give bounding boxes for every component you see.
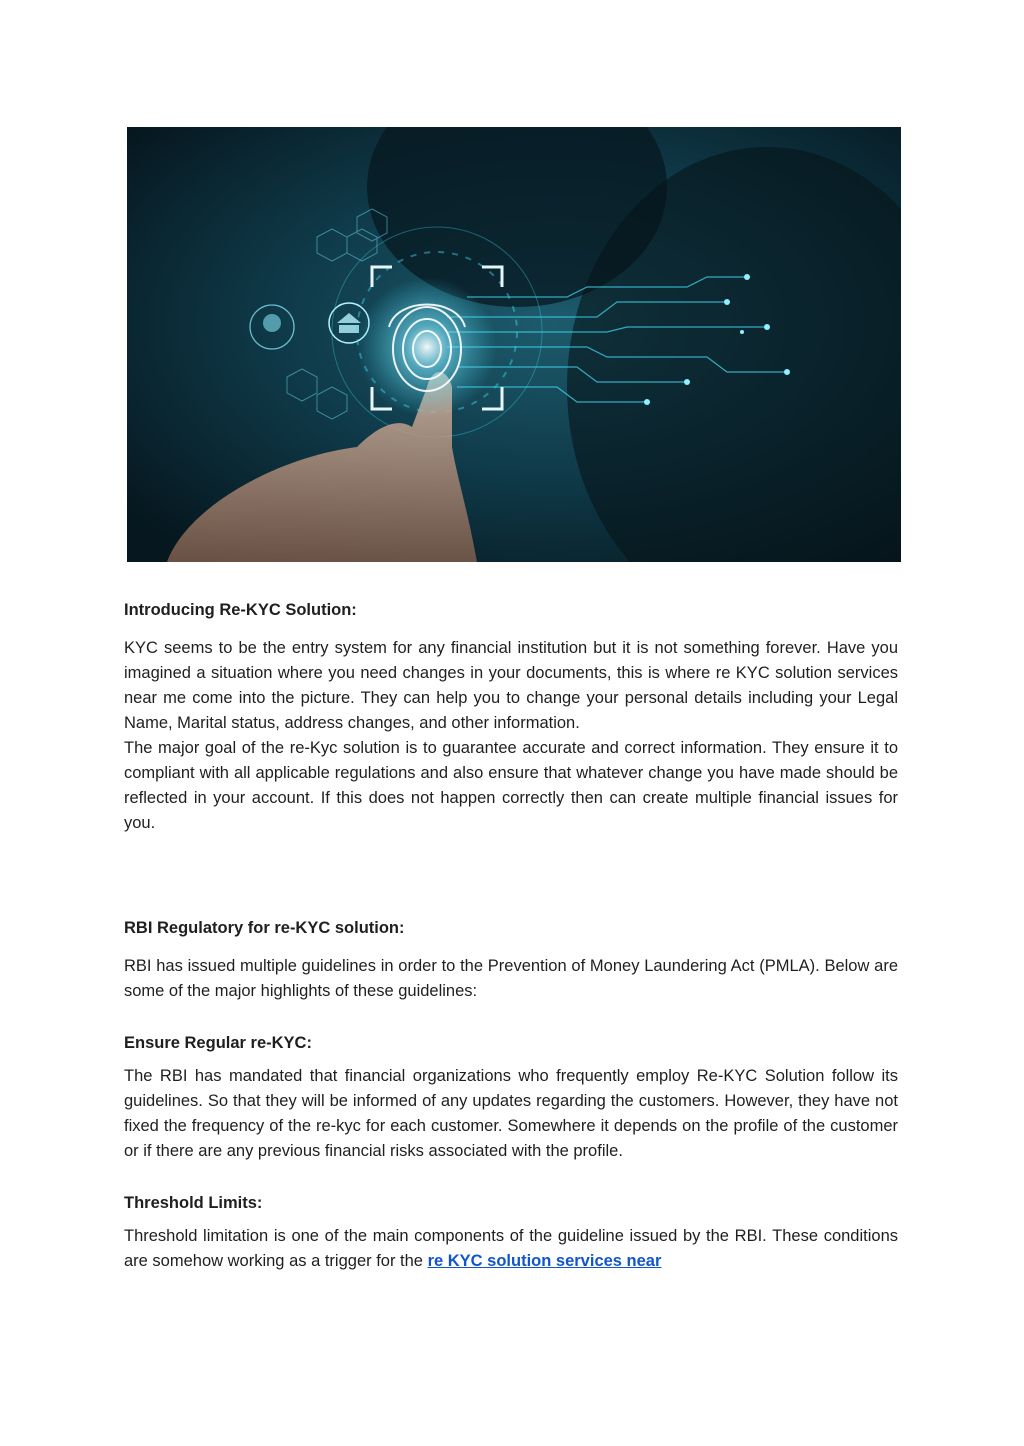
section-heading: Threshold Limits:	[124, 1194, 263, 1212]
paragraph: The major goal of the re-Kyc solution is to guarantee accurate and correct information. They ensure it to compliant with all applicable regulations and also ensure that whatever change you have made should be reflected in your account. If this does not happen correctly then can create multiple financial issues for you.	[124, 739, 898, 832]
section-threshold-limits	[124, 1191, 898, 1274]
section-rbi-regulatory	[124, 916, 898, 1004]
section-heading: Introducing Re-KYC Solution:	[124, 601, 357, 619]
hero-image	[127, 127, 901, 562]
section-ensure-regular-re-kyc	[124, 1031, 898, 1164]
paragraph-text: Threshold limitation is one of the main components of the guideline issued by the RBI. These conditions are somehow working as a trigger for the	[124, 1227, 898, 1270]
article-content	[124, 598, 898, 1274]
section-heading: RBI Regulatory for re-KYC solution:	[124, 919, 405, 937]
section-heading: Ensure Regular re-KYC:	[124, 1034, 312, 1052]
section-introducing-re-kyc	[124, 598, 898, 836]
paragraph: KYC seems to be the entry system for any financial institution but it is not something forever. Have you imagined a situation where you need changes in your documents, this is where re KYC solution services near me come into the picture. They can help you to change your personal details including your Legal Name, Marital status, address changes, and other information.	[124, 639, 898, 732]
re-kyc-services-link[interactable]: re KYC solution services near	[427, 1252, 662, 1270]
paragraph: RBI has issued multiple guidelines in order to the Prevention of Money Laundering Act (PMLA). Below are some of the major highlights of these guidelines:	[124, 957, 898, 1000]
fingerprint-scan-illustration	[127, 127, 901, 562]
paragraph	[124, 1224, 898, 1274]
paragraph: The RBI has mandated that financial organizations who frequently employ Re-KYC Solution follow its guidelines. So that they will be informed of any updates regarding the customers. However, they have not fixed the frequency of the re-kyc for each customer. Somewhere it depends on the profile of the customer or if there are any previous financial risks associated with the profile.	[124, 1067, 898, 1160]
